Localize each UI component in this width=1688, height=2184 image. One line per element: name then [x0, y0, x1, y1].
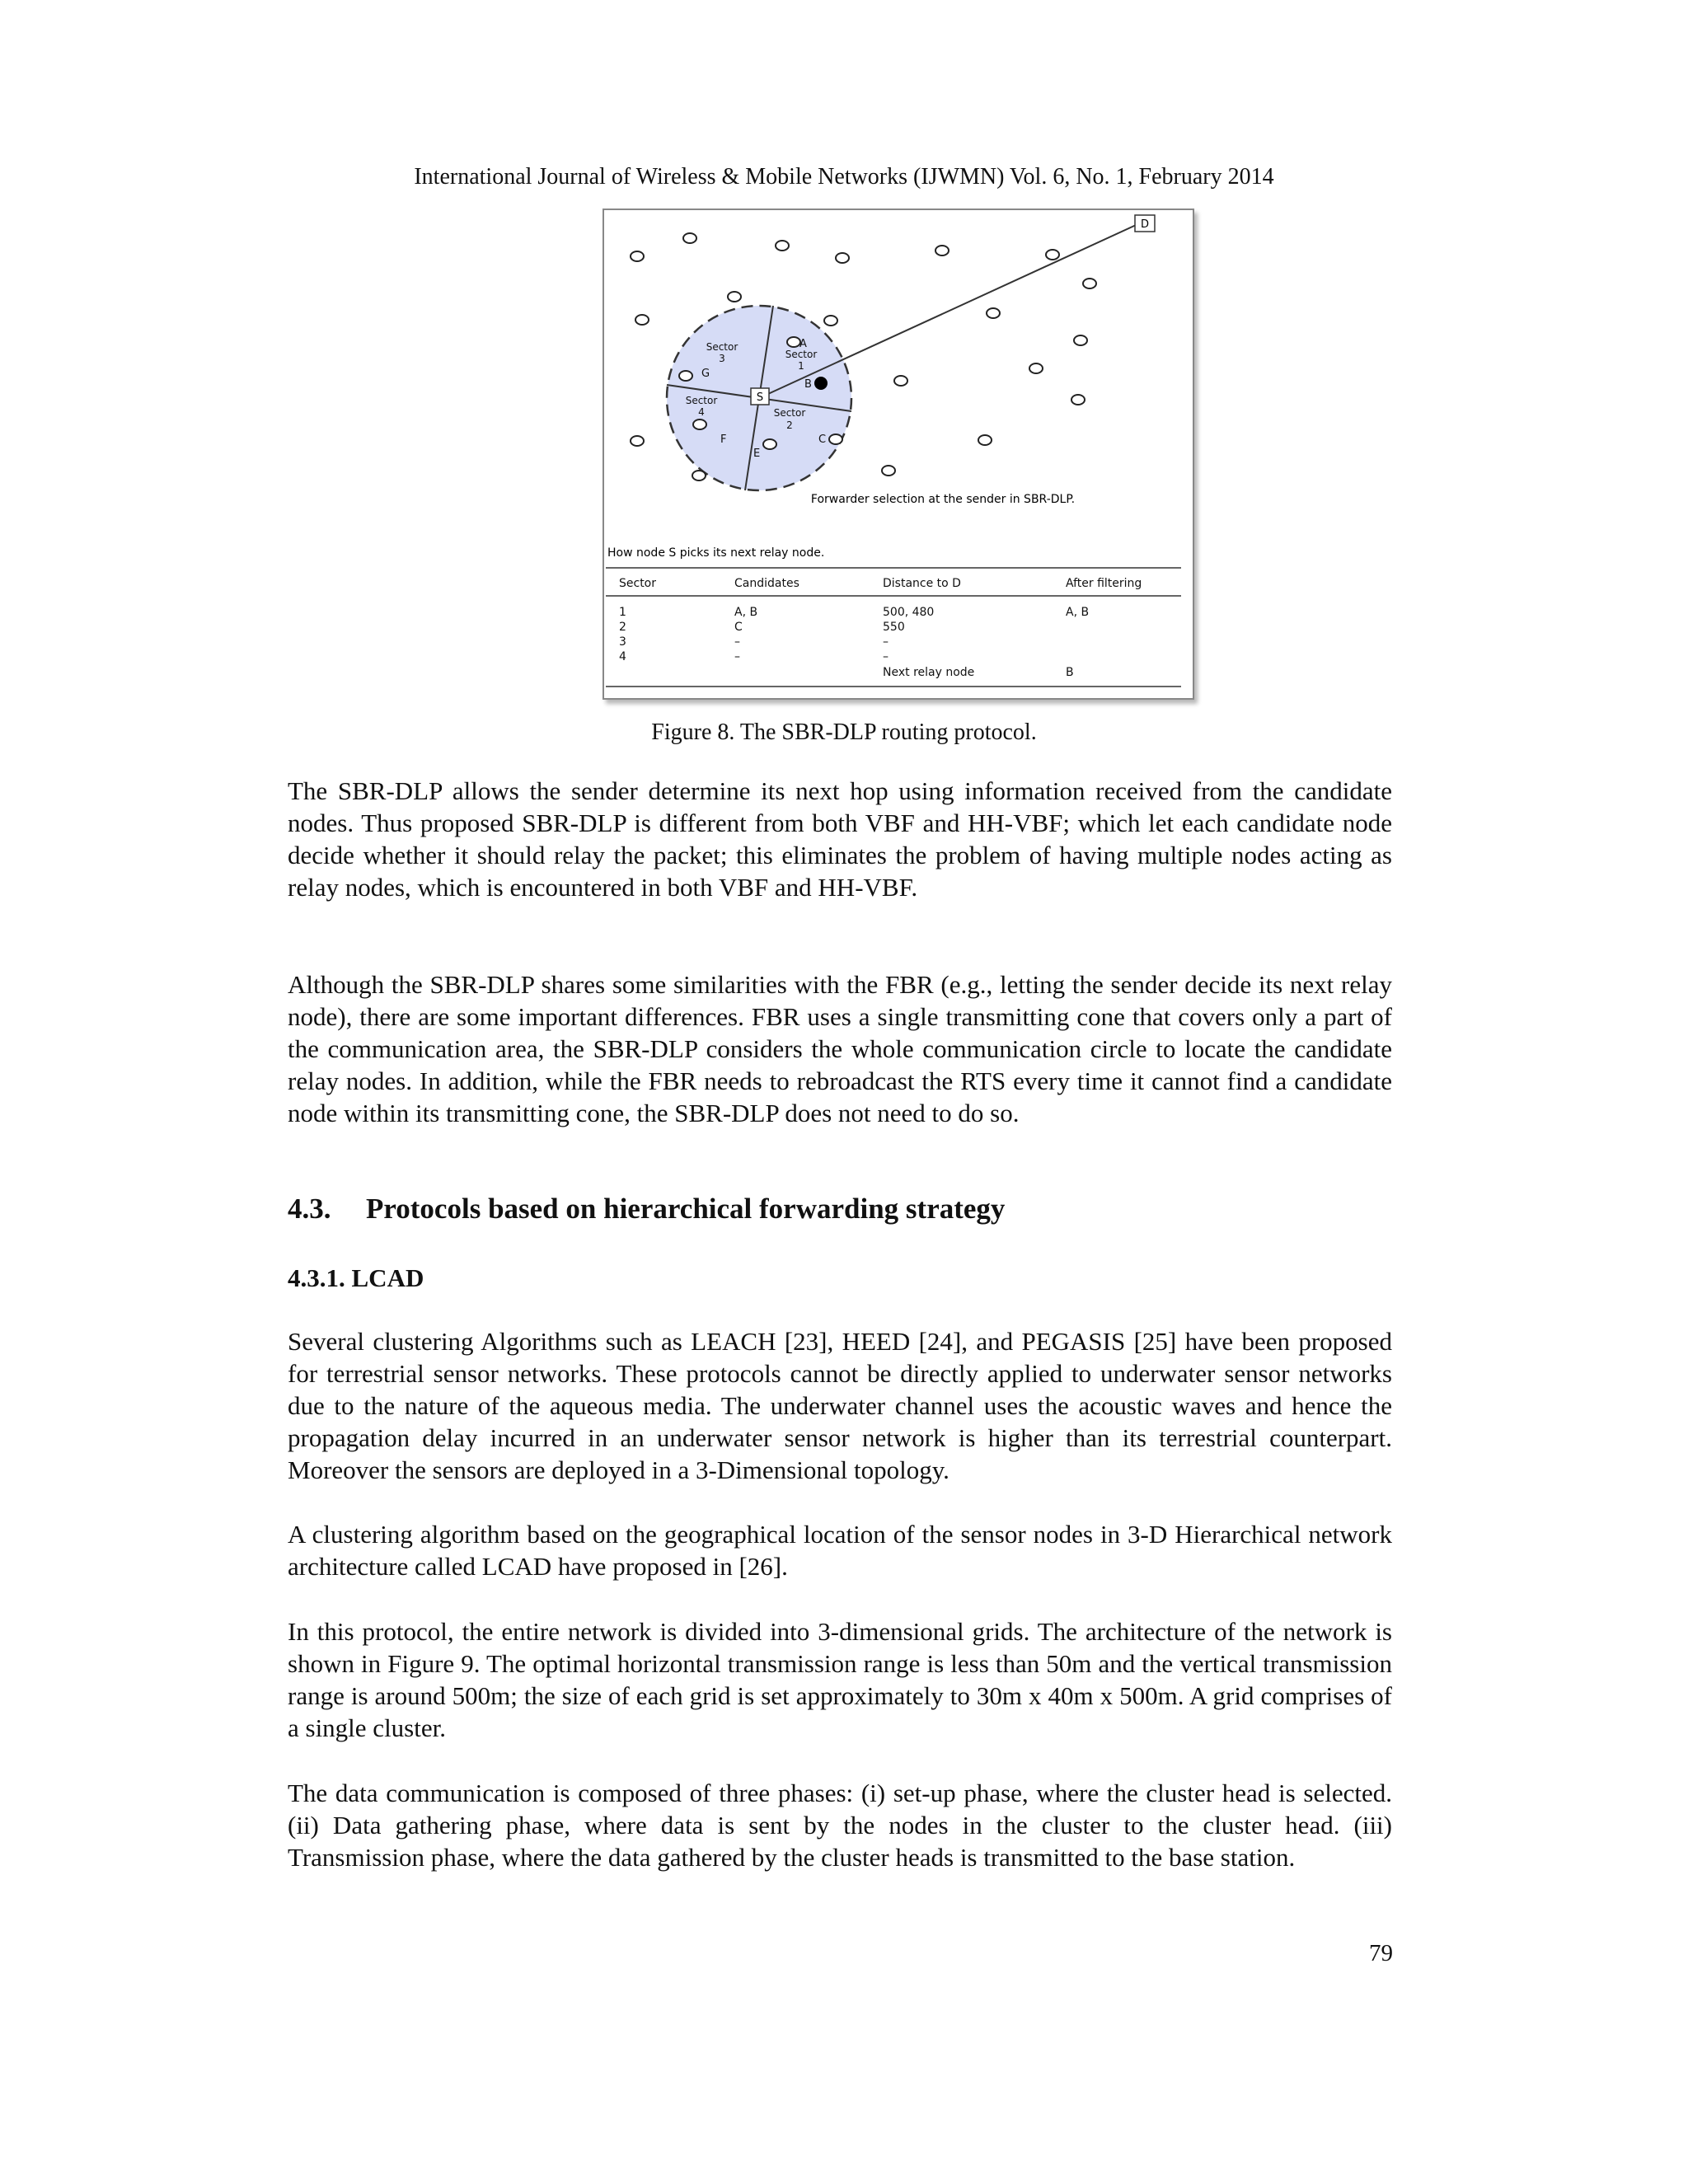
sensor-node: [882, 466, 895, 476]
node-a-label: A: [799, 338, 807, 350]
table-cell: –: [883, 635, 889, 649]
table-cell: 1: [619, 606, 626, 619]
node-e: [763, 439, 776, 449]
paragraph-clustering-algorithms: Several clustering Algorithms such as LEACH [23], HEED [24], and PEGASIS [25] have been proposed for terrestrial sensor networks. These protocols cannot be directly applied to underwater sensor networks due to the nature of the aqueous media. The underwater channel uses the acoustic waves and hence the propagation delay incurred in an underwater sensor network is higher than its terrestrial counterpart. Moreover the sensors are deployed in a 3-Dimensional topology.: [288, 1327, 1392, 1484]
table-cell: A, B: [734, 606, 758, 619]
section-heading: [288, 1193, 1005, 1226]
node-f-label: F: [720, 434, 727, 446]
table-header-cell: Candidates: [734, 577, 799, 590]
paragraph-communication-phases: The data communication is composed of three phases: (i) set-up phase, where the cluster head is selected. (ii) Data gathering phase, where data is sent by the nodes in the cluster to the cluster head. (iii) Transmission phase, where the data gathered by the cluster heads is transmitted to the base station.: [288, 1779, 1392, 1872]
table-cell: 3: [619, 635, 626, 649]
sensor-node: [1046, 250, 1059, 260]
sensor-node: [631, 251, 644, 261]
sensor-node: [978, 435, 992, 445]
sensor-node: [824, 316, 837, 326]
subsection-heading: 4.3.1. LCAD: [288, 1263, 424, 1292]
node-c-label: C: [818, 434, 827, 446]
table-cell: A, B: [1066, 606, 1090, 619]
node-e-label: E: [753, 448, 761, 460]
figure-8-graphic: [604, 210, 1193, 698]
paragraph-grid-architecture: In this protocol, the entire network is divided into 3-dimensional grids. The architecture of the network is shown in Figure 9. The optimal horizontal transmission range is less than 50m and the vertical transmission range is around 500m; the size of each grid is set approximately to 30m x 40m x 500m. A grid comprises of a single cluster.: [288, 1617, 1392, 1742]
paragraph-sbr-dlp-overview: The SBR-DLP allows the sender determine its next hop using information received from the candidate nodes. Thus proposed SBR-DLP is different from both VBF and HH-VBF; which let each candidate node decide whether it should relay the packet; this eliminates the problem of having multiple nodes acting as relay nodes, which is encountered in both VBF and HH-VBF.: [288, 776, 1392, 902]
sector-4-number: 4: [698, 406, 705, 418]
table-cell: –: [883, 650, 889, 663]
sector-4-word: Sector: [685, 395, 718, 406]
paragraph-sbr-dlp-vs-fbr: Although the SBR-DLP shares some similarities with the FBR (e.g., letting the sender decide its next relay node), there are some important differences. FBR uses a single transmitting cone that covers only a part of the communication area, the SBR-DLP considers the whole communication circle to locate the candidate relay nodes. In addition, while the FBR needs to rebroadcast the RTS every time it cannot find a candidate node within its transmitting cone, the SBR-DLP does not need to do so.: [288, 970, 1392, 1127]
table-cell: 500, 480: [883, 606, 935, 619]
node-g: [679, 371, 692, 381]
sensor-node: [894, 376, 907, 386]
node-c: [829, 434, 842, 444]
sensor-node: [631, 436, 644, 446]
section-number: 4.3.: [288, 1193, 331, 1225]
sensor-node: [776, 241, 789, 251]
sector-3-number: 3: [719, 353, 725, 364]
table-cell: –: [734, 650, 740, 663]
sensor-node: [1029, 363, 1043, 373]
node-b: [814, 377, 828, 390]
table-cell: 2: [619, 621, 626, 634]
sensor-node: [1074, 335, 1087, 345]
sector-1-word: Sector: [785, 349, 818, 360]
table-cell: 4: [619, 650, 626, 663]
table-footer-label: Next relay node: [883, 666, 975, 679]
node-b-label: B: [804, 378, 812, 391]
table-cell: 550: [883, 621, 905, 634]
sensor-node: [728, 292, 741, 302]
sensor-node: [1071, 395, 1085, 405]
node-g-label: G: [701, 368, 710, 380]
table-header-cell: Distance to D: [883, 577, 961, 590]
sensor-node: [987, 308, 1000, 318]
destination-node-label: D: [1140, 218, 1150, 231]
sensor-node: [635, 315, 649, 325]
diagram-subcaption: Forwarder selection at the sender in SBR-DLP.: [810, 493, 1076, 506]
page-number: 79: [1369, 1940, 1393, 1966]
sensor-node: [692, 471, 706, 480]
running-header: International Journal of Wireless & Mobile Networks (IJWMN) Vol. 6, No. 1, February 2014: [414, 164, 1274, 190]
figure-caption: Figure 8. The SBR-DLP routing protocol.: [651, 719, 1037, 745]
sender-node-label: S: [756, 391, 764, 404]
table-header-cell: After filtering: [1066, 577, 1142, 590]
section-title: Protocols based on hierarchical forwarding strategy: [366, 1193, 1006, 1225]
sensor-node: [1083, 279, 1096, 288]
sector-2-number: 2: [786, 419, 793, 431]
sensor-node: [935, 246, 949, 255]
node-a: [787, 337, 800, 347]
path-to-destination-line: [759, 222, 1143, 398]
table-title: How node S picks its next relay node.: [607, 546, 825, 560]
table-header-cell: Sector: [619, 577, 657, 590]
node-f: [693, 419, 706, 429]
sensor-node: [836, 253, 849, 263]
paragraph-lcad-intro: A clustering algorithm based on the geographical location of the sensor nodes in 3-D Hierarchical network architecture called LCAD have proposed in [26].: [288, 1520, 1392, 1581]
figure-8: [603, 209, 1194, 700]
table-cell: C: [734, 621, 743, 634]
sector-3-word: Sector: [706, 341, 738, 353]
sector-1-number: 1: [798, 360, 804, 372]
table-footer-value: B: [1066, 666, 1074, 679]
sector-2-word: Sector: [773, 407, 806, 419]
sensor-node: [683, 233, 696, 243]
table-cell: –: [734, 635, 740, 649]
